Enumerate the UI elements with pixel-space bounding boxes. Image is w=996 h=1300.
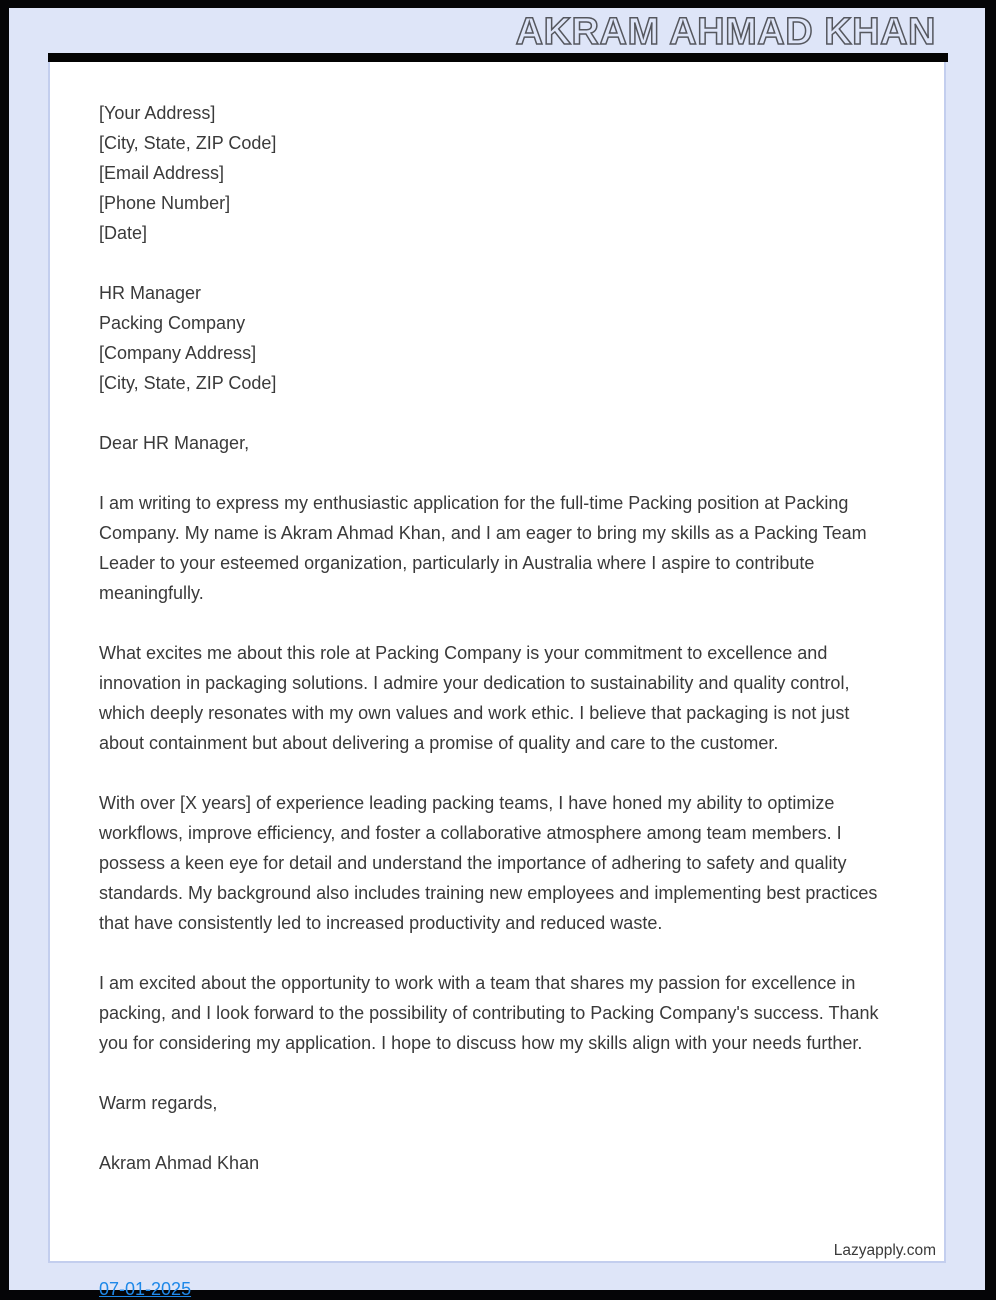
letter-paragraph: I am excited about the opportunity to work with a team that shares my passion for excellence in packing, and I look forward to the possibility of contributing to Packing Company's success. Thank you for considering my application. I hope to discuss how my skills align with your needs further. <box>99 973 879 1053</box>
recipient-address-line: [City, State, ZIP Code] <box>99 373 277 393</box>
recipient-address-line: HR Manager <box>99 283 202 303</box>
sender-address-line: [City, State, ZIP Code] <box>99 133 277 153</box>
frame-border-left <box>0 0 9 1300</box>
frame-border-top <box>0 0 996 8</box>
letter-paragraph: What excites me about this role at Packing Company is your commitment to excellence and innovation in packaging solutions. I admire your dedication to sustainability and quality control, which deeply resonates with my own values and work ethic. I believe that packaging is not just about containment but about delivering a promise of quality and care to the customer. <box>99 643 850 753</box>
signature-name: Akram Ahmad Khan <box>99 1153 260 1173</box>
header-divider-bar <box>48 53 948 62</box>
letter-paragraph: I am writing to express my enthusiastic application for the full-time Packing position at Packing Company. My name is Akram Ahmad Khan, and I am eager to bring my skills as a Packing Team Leader to your esteemed organization, particularly in Australia where I aspire to contribute meaningfully. <box>99 493 867 603</box>
closing: Warm regards, <box>99 1093 218 1113</box>
letter-paragraph: With over [X years] of experience leading packing teams, I have honed my ability to optimize workflows, improve efficiency, and foster a collaborative atmosphere among team members. I possess a keen eye for detail and understand the importance of adhering to safety and quality standards. My background also includes training new employees and implementing best practices that have consistently led to increased productivity and reduced waste. <box>99 793 878 933</box>
sender-address-line: [Email Address] <box>99 163 225 183</box>
letter-page <box>48 62 946 1263</box>
recipient-address-line: Packing Company <box>99 313 246 333</box>
recipient-address-block <box>99 278 894 398</box>
sender-address-line: [Your Address] <box>99 103 216 123</box>
sender-address-line: [Phone Number] <box>99 193 231 213</box>
sender-address-block <box>99 98 894 248</box>
frame-border-right <box>985 0 996 1300</box>
lazyapply-watermark: Lazyapply.com <box>833 1242 936 1259</box>
salutation: Dear HR Manager, <box>99 433 250 453</box>
recipient-address-line: [Company Address] <box>99 343 257 363</box>
candidate-name-header: AKRAM AHMAD KHAN <box>515 11 936 53</box>
date-link[interactable]: 07-01-2025 <box>99 1279 192 1299</box>
sender-address-line: [Date] <box>99 223 148 243</box>
